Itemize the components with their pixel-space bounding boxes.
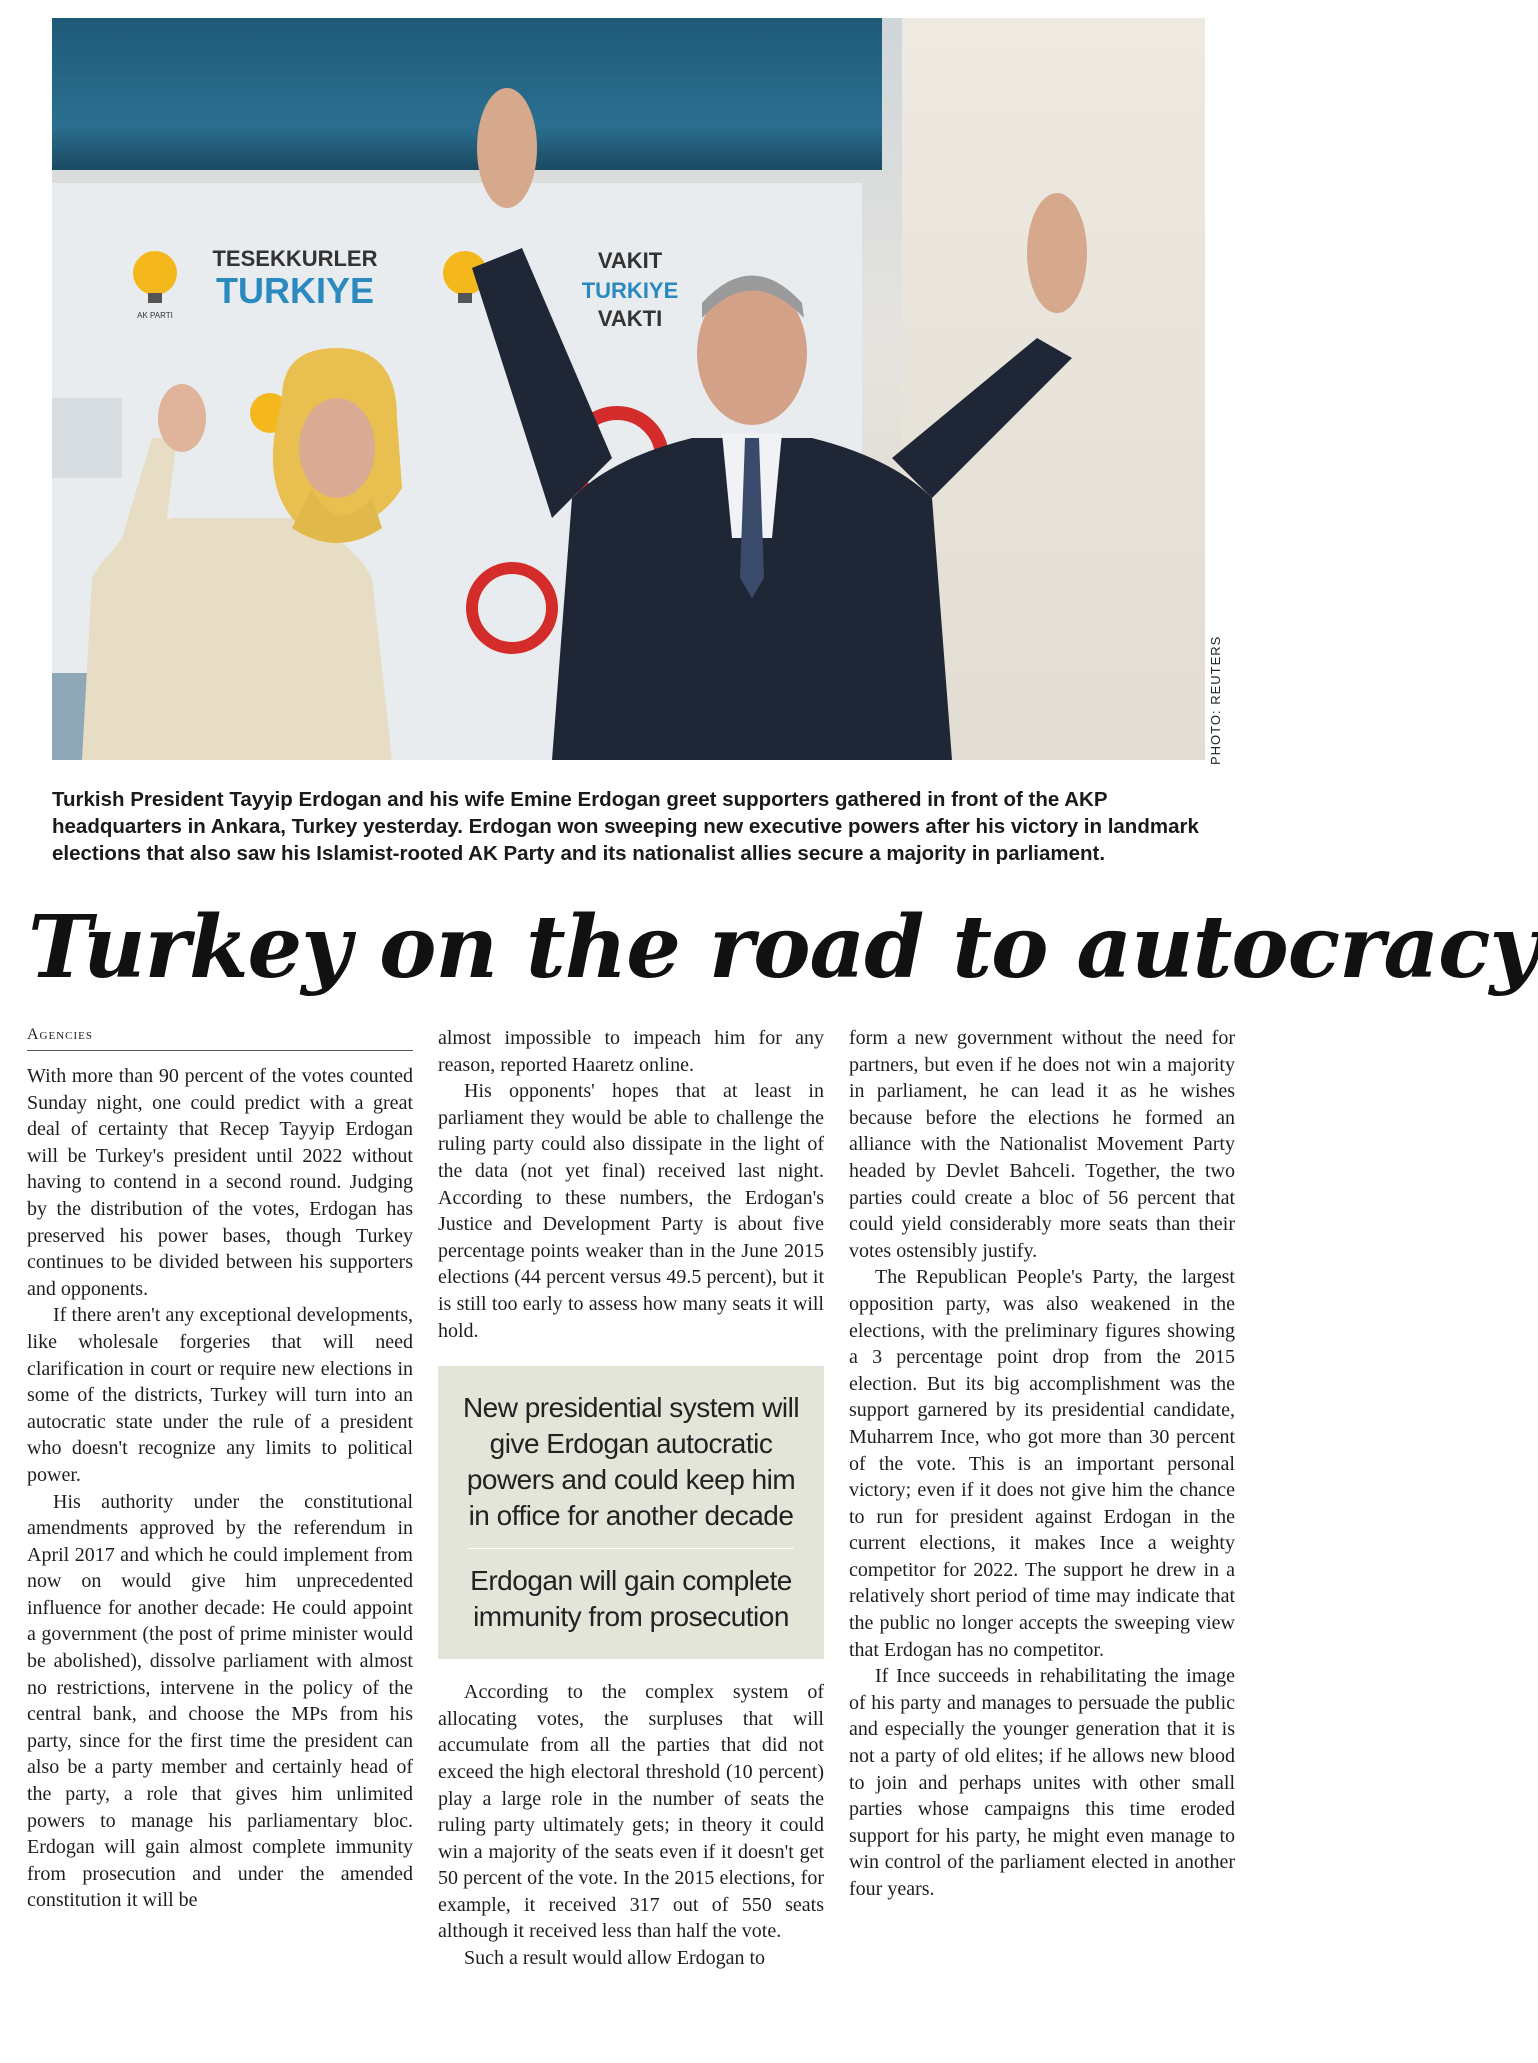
ak-party-logo	[133, 251, 177, 320]
sign-text: TURKIYE	[215, 270, 375, 311]
byline: Agencies	[27, 1025, 413, 1051]
photo-illustration	[52, 18, 1205, 760]
article-column-3	[849, 1025, 1235, 1903]
sign-text: TESEKKURLER	[212, 246, 378, 271]
woman-figure	[82, 348, 402, 760]
svg-text:AK PARTI: AK PARTI	[137, 311, 173, 320]
pull-quote-box	[438, 1366, 824, 1659]
photo-credit: PHOTO: REUTERS	[1208, 635, 1223, 765]
paragraph: According to the complex system of allocating votes, the surpluses that will accumulate from all the parties that did not exceed the high electoral threshold (10 percent) play a large role in the number of seats the ruling party ultimately gets; in theory it could win a majority of the seats even if it doesn't get 50 percent of the vote. In the 2015 elections, for example, it received 317 out of 550 seats although it received less than half the vote.	[438, 1681, 824, 1943]
article-column-2	[438, 1025, 824, 1972]
paragraph: If Ince succeeds in rehabilitating the image of his party and manages to persuade the public and especially the younger generation that it is not a party of old elites; if he allows new blood to join and perhaps unites with other small parties whose campaigns this time eroded support for his party, he might even manage to win control of the parliament elected in another four years.	[849, 1665, 1235, 1900]
paragraph: almost impossible to impeach him for any reason, reported Haaretz online.	[438, 1027, 824, 1076]
sign-text: VAKTI	[597, 306, 663, 331]
pull-quote-divider	[468, 1548, 794, 1549]
headline: Turkey on the road to autocracy	[28, 897, 1538, 998]
news-photo	[52, 18, 1205, 760]
pull-quote-2: Erdogan will gain complete immunity from prosecution	[470, 1565, 792, 1633]
paragraph: His opponents' hopes that at least in parliament they would be able to challenge the ruling party could also dissipate in the light of the data (not yet final) received last night. According to these numbers, the Erdogan's Justice and Development Party is about five percentage points weaker than in the June 2015 elections (44 percent versus 49.5 percent), but it is still too early to assess how many seats it will hold.	[438, 1080, 824, 1342]
paragraph: The Republican People's Party, the largest opposition party, was also weakened in the elections, with the preliminary figures showing a 3 percentage point drop from the 2015 election. But its big accomplishment was the support garnered by its presidential candidate, Muharrem Ince, who got more than 30 percent of the vote. This is an important personal victory; even if it does not give him the chance to run for president against Erdogan in the current elections, it makes Ince a weighty competitor for 2022. The support he drew in a relatively short period of time may indicate that the public no longer accepts the sweeping view that Erdogan has no competitor.	[849, 1266, 1235, 1661]
photo-caption: Turkish President Tayyip Erdogan and his wife Emine Erdogan greet supporters gathered in front of the AKP headquarters in Ankara, Turkey yesterday. Erdogan won sweeping new executive powers after his victory in landmark elections that also saw his Islamist-rooted AK Party and its nationalist allies secure a majority in parliament.	[52, 788, 1199, 865]
article-column-1	[27, 1025, 413, 1914]
sign-text: TURKIYE	[581, 278, 679, 303]
paragraph: Such a result would allow Erdogan to	[464, 1947, 766, 1970]
paragraph: If there aren't any exceptional developments, like wholesale forgeries that will need clarification in court or require new elections in some of the districts, Turkey will turn into an autocratic state under the rule of a president who doesn't recognize any limits to political power.	[27, 1304, 413, 1486]
paragraph: His authority under the constitutional amendments approved by the referendum in April 2017 and which he could implement from now on would give him unprecedented influence for another decade: He could appoint a government (the post of prime minister would be abolished), dissolve parliament with almost no restrictions, intervene in the policy of the central bank, and choose the MPs from his party, since for the first time the president can also be a party member and certainly head of the party, a role that gives him unlimited powers to manage his parliamentary bloc. Erdogan will gain almost complete immunity from prosecution and under the amended constitution it will be	[27, 1490, 413, 1912]
pull-quote-1: New presidential system will give Erdogan autocratic powers and could keep him in office for another decade	[462, 1392, 800, 1532]
paragraph: With more than 90 percent of the votes counted Sunday night, one could predict with a great deal of certainty that Recep Tayyip Erdogan will be Turkey's president until 2022 without having to contend in a second round. Judging by the distribution of the votes, Erdogan has preserved his power bases, though Turkey continues to be divided between his supporters and opponents.	[27, 1065, 413, 1300]
sign-text: VAKIT	[597, 248, 663, 273]
paragraph: form a new government without the need for partners, but even if he does not win a majority in parliament, he can lead it as he wishes because before the elections he formed an alliance with the Nationalist Movement Party headed by Devlet Bahceli. Together, the two parties could create a bloc of 56 percent that could yield considerably more seats than their votes ostensibly justify.	[849, 1027, 1235, 1262]
man-figure	[472, 88, 1087, 760]
